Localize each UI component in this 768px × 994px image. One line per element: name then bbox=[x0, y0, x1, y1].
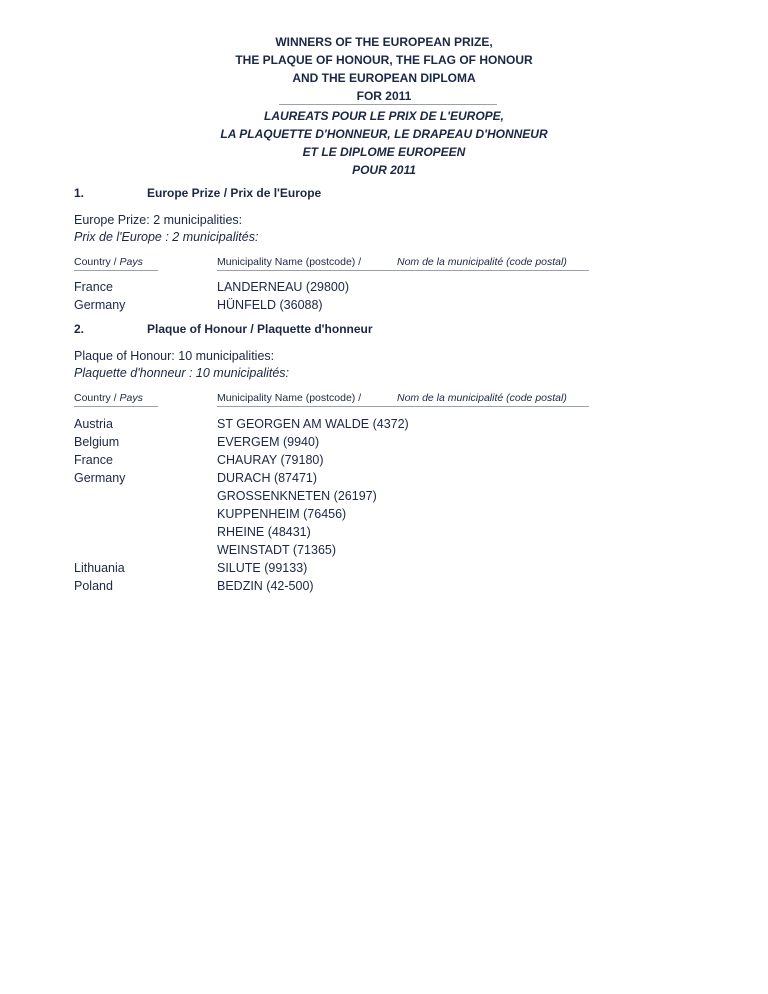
section-1-title: Europe Prize / Prix de l'Europe bbox=[147, 186, 322, 200]
municipality-cell: RHEINE (48431) bbox=[217, 525, 311, 539]
column-header-country-en: Country / bbox=[74, 392, 117, 404]
country-cell bbox=[74, 505, 125, 523]
title-en-line: WINNERS OF THE EUROPEAN PRIZE, bbox=[275, 35, 493, 49]
title-en-line: THE PLAQUE OF HONOUR, THE FLAG OF HONOUR bbox=[235, 53, 533, 67]
municipality-cell: CHAURAY (79180) bbox=[217, 453, 324, 467]
country-cell: France bbox=[74, 280, 113, 294]
municipality-cell: SILUTE (99133) bbox=[217, 561, 308, 575]
country-cell: France bbox=[74, 453, 113, 467]
section-1-country-list bbox=[74, 278, 125, 314]
title-fr-line: LAUREATS POUR LE PRIX DE L'EUROPE, bbox=[264, 109, 504, 123]
municipality-cell: LANDERNEAU (29800) bbox=[217, 280, 349, 294]
column-header-municipality-en: Municipality Name (postcode) / bbox=[217, 392, 362, 404]
title-french bbox=[0, 107, 768, 179]
country-cell bbox=[74, 541, 125, 559]
municipality-cell: WEINSTADT (71365) bbox=[217, 543, 337, 557]
municipality-cell: BEDZIN (42-500) bbox=[217, 579, 314, 593]
column-header-municipality bbox=[217, 255, 589, 271]
column-header-country-en: Country / bbox=[74, 256, 117, 268]
country-cell: Belgium bbox=[74, 435, 120, 449]
title-fr-line: ET LE DIPLOME EUROPEEN bbox=[302, 145, 466, 159]
column-header-country-fr: Pays bbox=[119, 392, 143, 404]
municipality-cell: GROSSENKNETEN (26197) bbox=[217, 489, 377, 503]
title-fr-line: POUR 2011 bbox=[352, 163, 416, 177]
section-2-count-fr: Plaquette d'honneur : 10 municipalités: bbox=[74, 366, 290, 380]
municipality-cell: EVERGEM (9940) bbox=[217, 435, 320, 449]
country-cell: Lithuania bbox=[74, 561, 125, 575]
column-header-country-fr: Pays bbox=[119, 256, 143, 268]
municipality-cell: HÜNFELD (36088) bbox=[217, 298, 323, 312]
title-en-line: FOR 2011 bbox=[356, 89, 412, 103]
column-header-country bbox=[74, 391, 158, 407]
section-2-number: 2. bbox=[74, 322, 85, 336]
country-cell bbox=[74, 487, 125, 505]
section-1-count-fr: Prix de l'Europe : 2 municipalités: bbox=[74, 230, 259, 244]
country-cell bbox=[74, 523, 125, 541]
section-1-municipality-list bbox=[217, 278, 349, 314]
municipality-cell: KUPPENHEIM (76456) bbox=[217, 507, 347, 521]
column-header-municipality bbox=[217, 391, 589, 407]
section-1-number: 1. bbox=[74, 186, 85, 200]
country-cell: Germany bbox=[74, 298, 126, 312]
column-header-municipality-en: Municipality Name (postcode) / bbox=[217, 256, 362, 268]
title-en-line: AND THE EUROPEAN DIPLOMA bbox=[292, 71, 476, 85]
section-2-count-en: Plaque of Honour: 10 municipalities: bbox=[74, 349, 275, 363]
title-fr-line: LA PLAQUETTE D'HONNEUR, LE DRAPEAU D'HONNEUR bbox=[220, 127, 548, 141]
column-header-country bbox=[74, 255, 158, 271]
section-2-municipality-list bbox=[217, 415, 409, 595]
country-cell: Austria bbox=[74, 417, 113, 431]
title-divider bbox=[279, 104, 497, 105]
municipality-cell: ST GEORGEN AM WALDE (4372) bbox=[217, 417, 409, 431]
country-cell: Germany bbox=[74, 471, 126, 485]
country-cell: Poland bbox=[74, 579, 113, 593]
title-english bbox=[0, 33, 768, 105]
section-2-country-list bbox=[74, 415, 125, 595]
column-header-municipality-fr: Nom de la municipalité (code postal) bbox=[397, 256, 567, 268]
section-2-title: Plaque of Honour / Plaquette d'honneur bbox=[147, 322, 373, 336]
municipality-cell: DURACH (87471) bbox=[217, 471, 318, 485]
section-1-count-en: Europe Prize: 2 municipalities: bbox=[74, 213, 243, 227]
column-header-municipality-fr: Nom de la municipalité (code postal) bbox=[397, 392, 567, 404]
